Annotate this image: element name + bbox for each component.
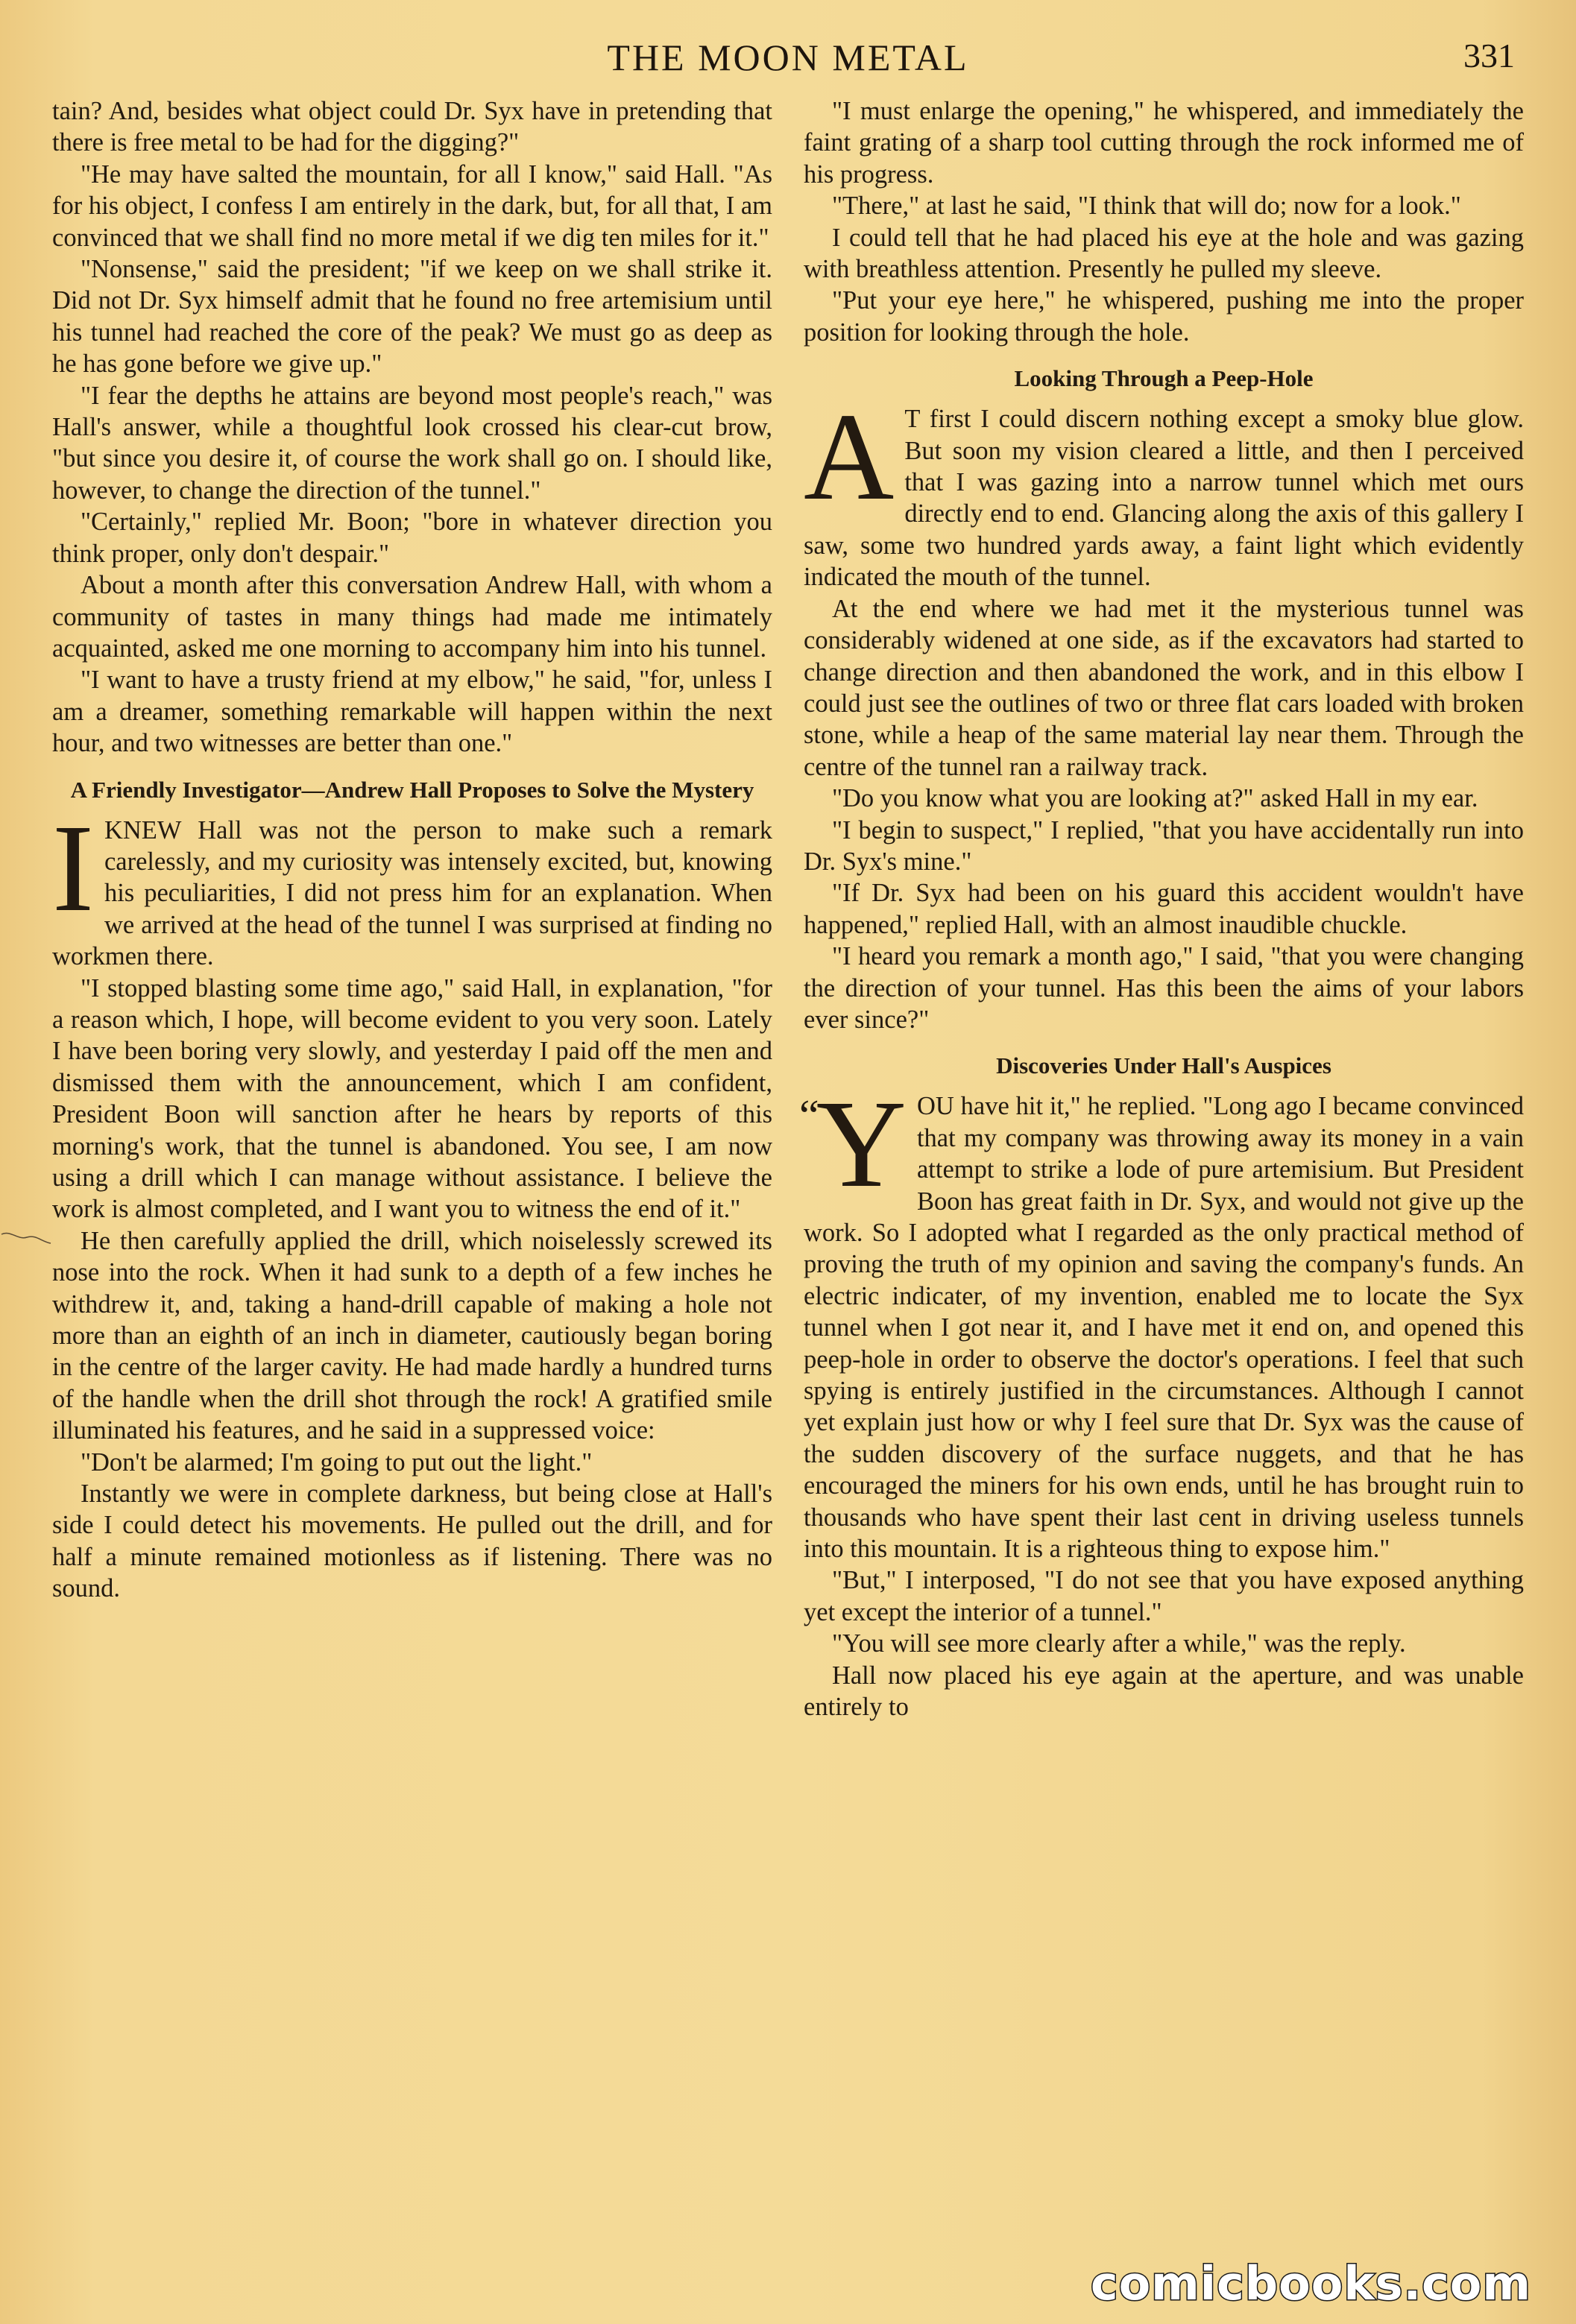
paragraph-text: T first I could discern nothing except a smoky blue glow. But soon my vision cleared a little, and then I perceived that I was gazing into a narrow tunnel which met ours directly end to end. Glancing along the axis of this gallery I saw, some two hundred yards away, a faint light which evidently indicated the mouth of the tunnel. [804,405,1524,592]
dropcap-letter: Y [816,1075,907,1214]
dropcap-letter: I [52,798,94,938]
paragraph: "I want to have a trusty friend at my elbow," he said, "for, unless I am a dreamer, something remarkable will happen within the next hour, and two witnesses are better than one." [52,666,772,758]
dropcap-open-quote: “ [799,1091,819,1141]
margin-scratch [0,1224,52,1254]
right-column [799,95,1524,1723]
paragraph: "I heard you remark a month ago," I said, "that you were changing the direction of your tunnel. Has this been the aims of your labors ever since?" [804,942,1524,1034]
paragraph: "He may have salted the mountain, for all I know," said Hall. "As for his object, I confess I am entirely in the dark, but, for all that, I am convinced that we shall find no more metal if we dig ten miles for it." [52,160,772,252]
paragraph: Instantly we were in complete darkness, but being close at Hall's side I could detect his movements. He pulled out the drill, and for half a minute remained motionless as if listening. There was no sound. [52,1480,772,1603]
section-subhead: Discoveries Under Hall's Auspices [996,1052,1331,1079]
page-number: 331 [1463,37,1515,75]
paragraph: Hall now placed his eye again at the aperture, and was unable entirely to [804,1661,1524,1722]
left-column [52,95,772,1605]
paragraph: I could tell that he had placed his eye at the hole and was gazing with breathless attention. Presently he pulled my sleeve. [804,223,1524,284]
paragraph: "Put your eye here," he whispered, pushing me into the proper position for looking through the hole. [804,286,1524,347]
paragraph: He then carefully applied the drill, which noiselessly screwed its nose into the rock. When it had sunk to a depth of a few inches he withdrew it, and, taking a hand-drill capable of making a hole not more than an eighth of an inch in diameter, cautiously began boring in the centre of the larger cavity. He had made hardly a hundred turns of the handle when the drill shot through the rock! A gratified smile illuminated his features, and he said in a suppressed voice: [52,1226,772,1445]
paragraph-text: OU have hit it," he replied. "Long ago I became convinced that my company was throwing away its money in a vain attempt to strike a lode of pure artemisium. But President Boon has great faith in Dr. Syx, and would not give up the work. So I adopted what I regarded as the only practical method of proving the truth of my opinion and saving the company's funds. An electric indicater, of my invention, enabled me to locate the Syx tunnel when I got near it, and I have met it end on, and opened this peep-hole in order to observe the doctor's operations. I feel that such spying is entirely justified in the circumstances. Although I cannot yet explain just how or why I feel sure that Dr. Syx was the cause of the sudden discovery of the surface nuggets, and that he has encouraged the miners for his own ends, until he has brought ruin to thousands who have spent their last cent in driving useless tunnels into this mountain. It is a righteous thing to expose him." [804,1092,1524,1564]
paragraph: tain? And, besides what object could Dr. Syx have in pretending that there is free metal to be had for the digging?" [52,97,772,157]
paragraph: "I must enlarge the opening," he whispered, and immediately the faint grating of a sharp tool cutting through the rock informed me of his progress. [804,97,1524,189]
page-header [0,36,1576,85]
paragraph: At the end where we had met it the mysterious tunnel was considerably widened at one side, as if the excavators had started to change direction and then abandoned the work, and in this elbow I could just see the outlines of two or three flat cars loaded with broken stone, while a heap of the same material lay near them. Through the centre of the tunnel ran a railway track. [804,594,1524,781]
dropcap-paragraph [799,1075,1524,1564]
paragraph: "I fear the depths he attains are beyond most people's reach," was Hall's answer, while a thoughtful look crossed his clear-cut brow, "but since you desire it, of course the work shall go on. I should like, however, to change the direction of the tunnel." [52,381,772,505]
paragraph: "You will see more clearly after a while," was the reply. [831,1629,1406,1658]
paragraph: "I stopped blasting some time ago," said Hall, in explanation, "for a reason which, I hope, will become evident to you very soon. Lately I have been boring very slowly, and yesterday I paid off the men and dismissed them with the announcement, which I am confident, President Boon will sanction after he hears by reports of this morning's work, that the tunnel is abandoned. You see, I am now using a drill which I can manage without assistance. I believe the work is almost completed, and I want you to witness the end of it." [52,973,772,1224]
section-subhead: Looking Through a Peep-Hole [1014,365,1314,392]
dropcap-paragraph [52,798,772,973]
paragraph: "But," I interposed, "I do not see that you have exposed anything yet except the interior of a tunnel." [804,1566,1524,1626]
paragraph: "Certainly," replied Mr. Boon; "bore in whatever direction you think proper, only don't despair." [52,508,772,568]
paragraph: About a month after this conversation Andrew Hall, with whom a community of tastes in many things had made me intimately acquainted, asked me one morning to accompany him into his tunnel. [52,571,772,663]
dropcap-letter: A [804,388,895,527]
paragraph: "Nonsense," said the president; "if we keep on we shall strike it. Did not Dr. Syx himself admit that he found no free artemisium until his tunnel had reached the core of the peak? We must go as deep as he has gone before we give up." [52,255,772,379]
paragraph: "If Dr. Syx had been on his guard this accident wouldn't have happened," replied Hall, with an almost inaudible chuckle. [804,879,1524,939]
dropcap-paragraph [804,388,1524,593]
paragraph-text: KNEW Hall was not the person to make such a remark carelessly, and my curiosity was intensely excited, but, knowing his peculiarities, I did not press him for an explanation. When we arrived at the head of the tunnel I was surprised at finding no workmen there. [52,815,772,971]
paragraph: "There," at last he said, "I think that will do; now for a look." [831,192,1461,221]
running-title: THE MOON METAL [607,37,969,78]
paragraph: "Don't be alarmed; I'm going to put out the light." [80,1447,593,1477]
paragraph: "I begin to suspect," I replied, "that you have accidentally run into Dr. Syx's mine." [804,815,1524,876]
section-subhead: A Friendly Investigator—Andrew Hall Proposes to Solve the Mystery [70,776,754,803]
site-watermark: comicbooks.com [1090,2256,1531,2311]
paragraph: "Do you know what you are looking at?" asked Hall in my ear. [831,784,1478,813]
